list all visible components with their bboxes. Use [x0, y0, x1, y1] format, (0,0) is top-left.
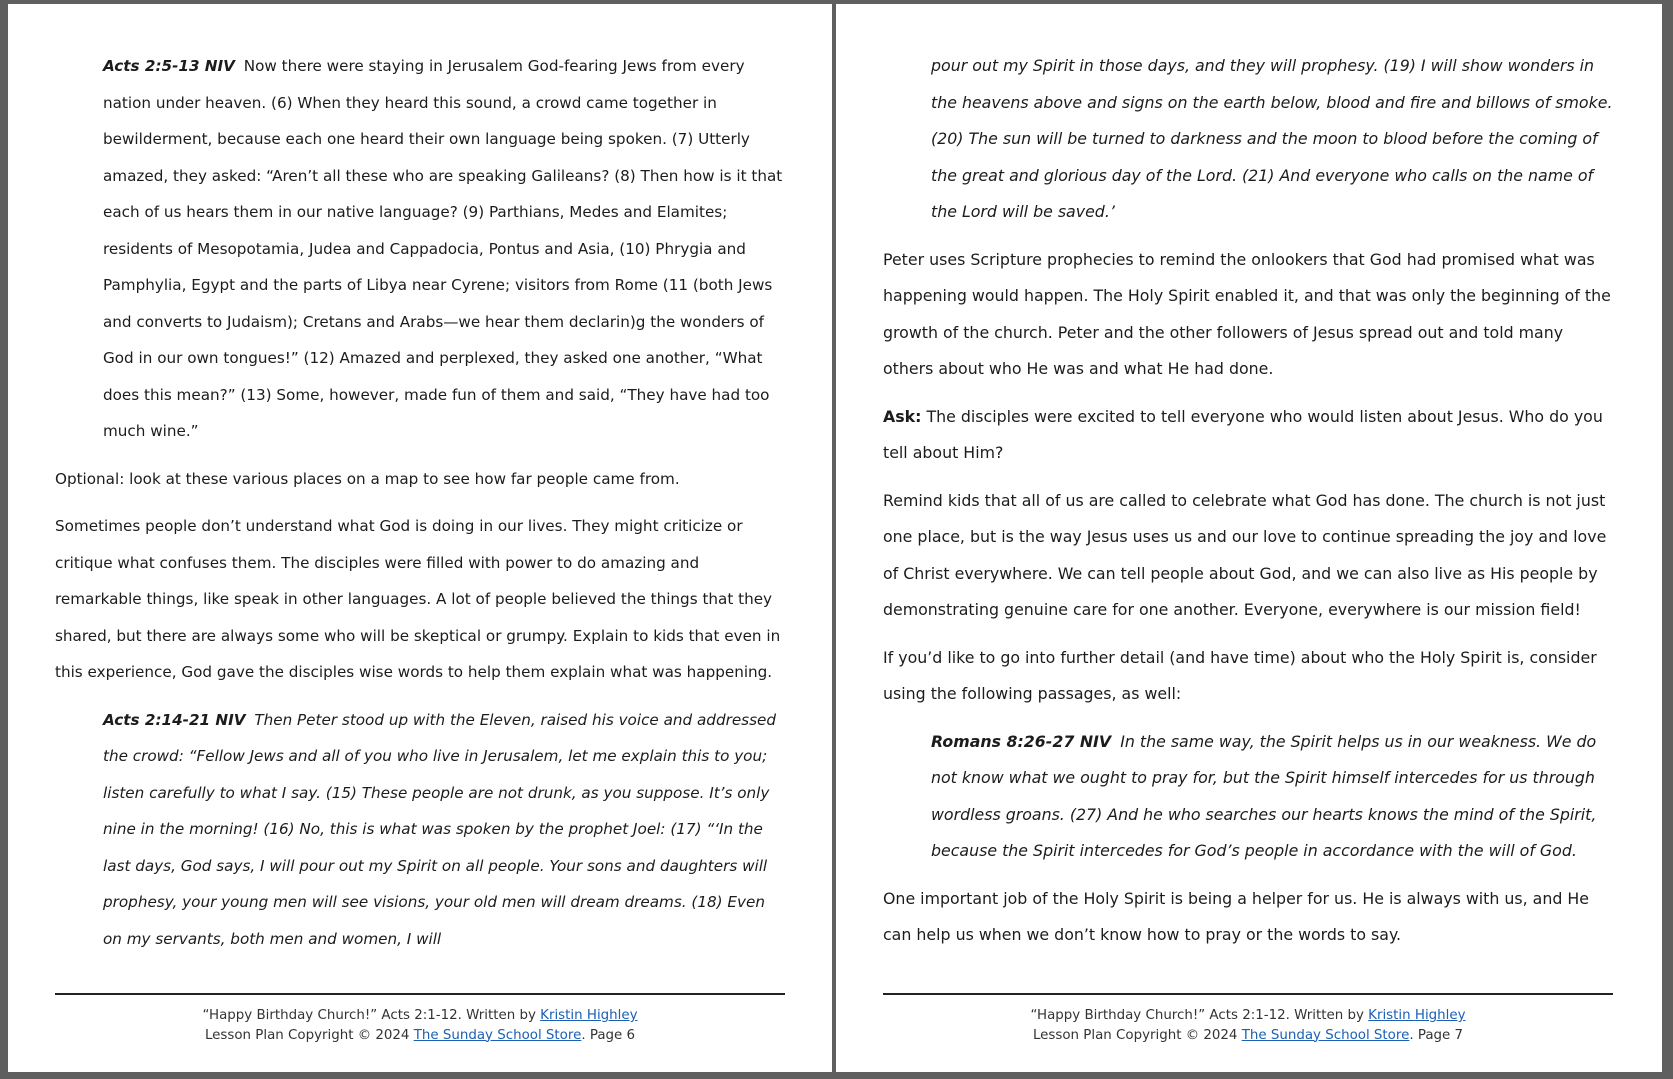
scripture-reference: Acts 2:14-21 NIV [103, 710, 246, 729]
footer-line-2: Lesson Plan Copyright © 2024 The Sunday School Store. Page 6 [204, 1027, 636, 1043]
scripture-reference: Romans 8:26-27 NIV [931, 731, 1112, 751]
footer-line-1: “Happy Birthday Church!” Acts 2:1-12. Written by Kristin Highley [202, 1008, 638, 1023]
ask-prompt [883, 399, 1613, 472]
scripture-passage-acts-2-5-13 [55, 48, 785, 450]
store-link[interactable]: The Sunday School Store [413, 1027, 582, 1043]
page-footer [883, 1006, 1613, 1045]
scripture-passage-acts-2-14-21 [55, 702, 785, 958]
page-footer [55, 1006, 785, 1045]
store-link[interactable]: The Sunday School Store [1241, 1027, 1410, 1043]
further-detail-paragraph: If you’d like to go into further detail (and have time) about who the Holy Spirit is, consider using the following passages, as well: [883, 647, 1597, 703]
footer-divider [55, 993, 785, 995]
footer-line-2: Lesson Plan Copyright © 2024 The Sunday School Store. Page 7 [1032, 1027, 1464, 1043]
footer-line-1: “Happy Birthday Church!” Acts 2:1-12. Written by Kristin Highley [1030, 1008, 1466, 1023]
scripture-passage-romans [883, 724, 1613, 870]
footer-divider [883, 993, 1613, 995]
page-number: . Page 7 [1409, 1027, 1464, 1043]
scripture-text: Now there were staying in Jerusalem God-fearing Jews from every nation under heaven. (6) When they heard this sound, a crowd came together in bewilderment, because each one heard their own language being spoken. (7) Utterly amazed, they asked: “Aren’t all these who are speaking Galileans? (8) Then how is it that each of us hears them in our native language? (9) Parthians, Medes and Elamites; residents of Mesopotamia, Judea and Cappadocia, Pontus and Asia, (10) Phrygia and Pamphylia, Egypt and the parts of Libya near Cyrene; visitors from Rome (11 (both Jews and converts to Judaism); Cretans and Arabs—we hear them declarin)g the wonders of God in our own tongues!” (12) Amazed and perplexed, they asked one another, “What does this mean?” (13) Some, however, made fun of them and said, “They have had too much wine.” [103, 57, 783, 440]
page-body [883, 48, 1613, 965]
scripture-text: In the same way, the Spirit helps us in our weakness. We do not know what we ought to pray for, but the Spirit himself intercedes for us through wordless groans. (27) And he who searches our hearts knows the mind of the Spirit, because the Spirit intercedes for God’s people in accordance with the will of God. [931, 731, 1597, 860]
remind-paragraph: Remind kids that all of us are called to celebrate what God has done. The church is not just one place, but is the way Jesus uses us and our love to continue spreading the joy and love of Christ everywhere. We can tell people about God, and we can also live as His people by demonstrating genuine care for one another. Everyone, everywhere is our mission field! [883, 490, 1607, 619]
scripture-passage-continued: pour out my Spirit in those days, and they will prophesy. (19) I will show wonders in the heavens above and signs on the earth below, blood and fire and billows of smoke. (20) The sun will be turned to darkness and the moon to blood before the coming of the great and glorious day of the Lord. (21) And everyone who calls on the name of the Lord will be saved.’ [931, 56, 1613, 221]
scripture-reference: Acts 2:5-13 NIV [103, 57, 235, 75]
ask-label: Ask: [883, 406, 922, 426]
explanation-paragraph: Sometimes people don’t understand what God is doing in our lives. They might criticize or critique what confuses them. The disciples were filled with power to do amazing and remarkable things, like speak in other languages. A lot of people believed the things that they shared, but there are always some who will be skeptical or grumpy. Explain to kids that even in this experience, God gave the disciples wise words to help them explain what was happening. [55, 517, 781, 681]
document-page-6 [8, 4, 832, 1072]
helper-paragraph: One important job of the Holy Spirit is being a helper for us. He is always with us, and He can help us when we don’t know how to pray or the words to say. [883, 888, 1590, 944]
author-link[interactable]: Kristin Highley [540, 1008, 638, 1023]
page-number: . Page 6 [581, 1027, 636, 1043]
page-body [55, 48, 785, 968]
optional-note: Optional: look at these various places on a map to see how far people came from. [55, 469, 680, 488]
author-link[interactable]: Kristin Highley [1368, 1008, 1466, 1023]
peter-paragraph: Peter uses Scripture prophecies to remind the onlookers that God had promised what was happening would happen. The Holy Spirit enabled it, and that was only the beginning of the growth of the church. Peter and the other followers of Jesus spread out and told many others about who He was and what He had done. [883, 249, 1611, 378]
document-page-7 [836, 4, 1662, 1072]
scripture-text: Then Peter stood up with the Eleven, raised his voice and addressed the crowd: “Fellow Jews and all of you who live in Jerusalem, let me explain this to you; listen carefully to what I say. (15) These people are not drunk, as you suppose. It’s only nine in the morning! (16) No, this is what was spoken by the prophet Joel: (17) “‘In the last days, God says, I will pour out my Spirit on all people. Your sons and daughters will prophesy, your young men will see visions, your old men will dream dreams. (18) Even on my servants, both men and women, I will [103, 710, 776, 948]
ask-text: The disciples were excited to tell everyone who would listen about Jesus. Who do you tell about Him? [883, 406, 1603, 462]
